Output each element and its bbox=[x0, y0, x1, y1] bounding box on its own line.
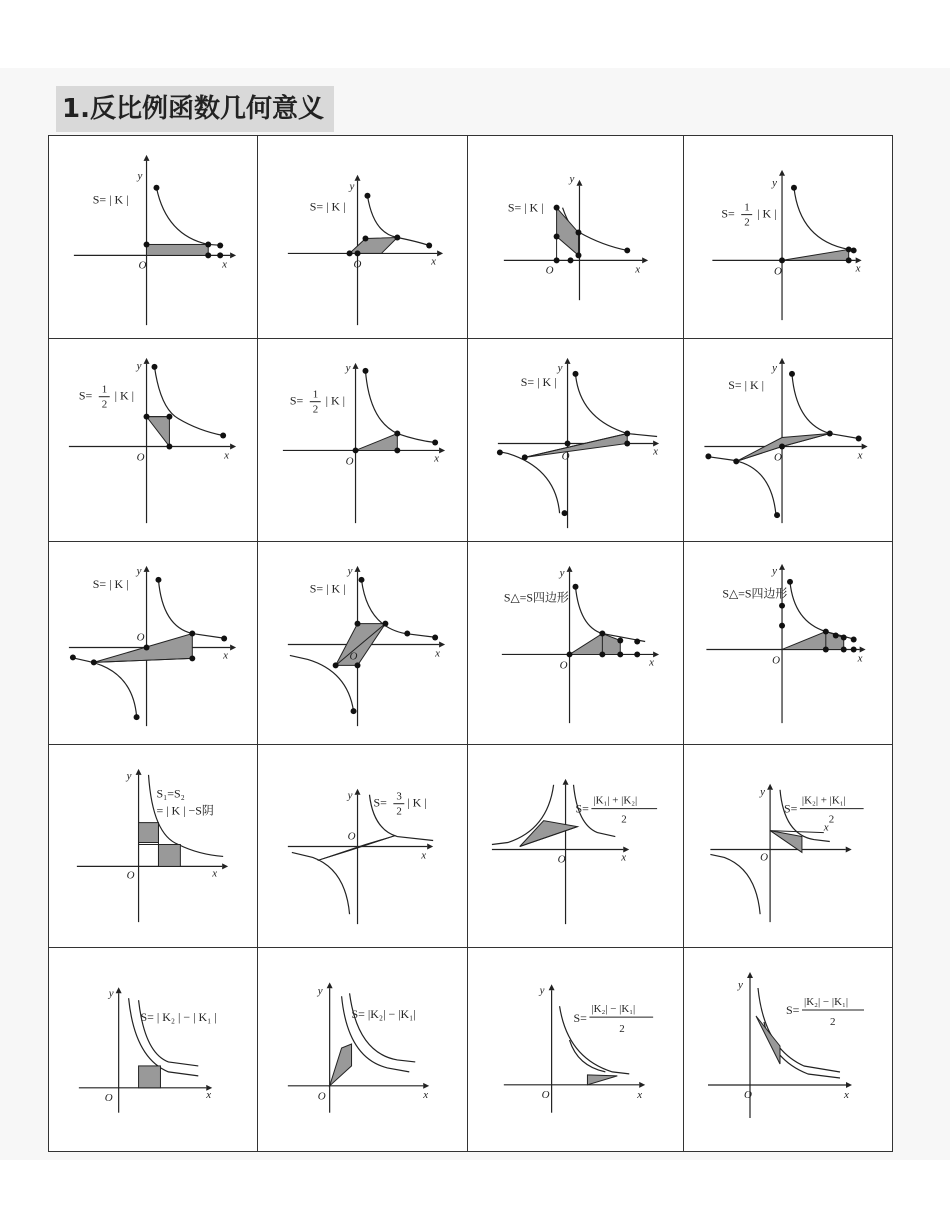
x-axis-label: x bbox=[212, 867, 218, 880]
area-formula: S= | K | bbox=[309, 199, 346, 214]
figure-cell-14 bbox=[258, 745, 468, 948]
origin-label: O bbox=[559, 659, 568, 672]
x-axis-label: x bbox=[621, 851, 627, 864]
figure-cell-4 bbox=[684, 136, 892, 339]
y-axis-label: y bbox=[557, 361, 563, 374]
y-axis-label: y bbox=[136, 564, 142, 577]
fraction-denominator: 2 bbox=[828, 813, 835, 826]
x-axis-label: x bbox=[223, 649, 229, 662]
x-axis-label: x bbox=[653, 445, 658, 458]
fraction-numerator: |K₁| + |K₂| bbox=[593, 794, 638, 807]
area-formula-line1: S₁=S₂ bbox=[156, 786, 185, 801]
origin-label: O bbox=[138, 259, 147, 272]
area-formula-prefix: S= bbox=[575, 801, 589, 816]
fraction-numerator: |K₂| − |K₁| bbox=[804, 996, 849, 1008]
y-axis-label: y bbox=[772, 361, 777, 374]
figure-cell-13 bbox=[49, 745, 258, 948]
figure-cell-2 bbox=[258, 136, 468, 339]
fraction-numerator: 1 bbox=[744, 201, 750, 214]
area-formula: S= | K | bbox=[728, 377, 765, 392]
area-formula: S△=S四边形 bbox=[722, 586, 788, 601]
fraction-denominator: 2 bbox=[621, 813, 627, 826]
origin-label: O bbox=[136, 451, 145, 464]
area-formula: S= | K | bbox=[309, 581, 346, 596]
area-formula-suffix: | K | bbox=[757, 206, 777, 221]
x-axis-label: x bbox=[823, 821, 829, 834]
x-axis-label: x bbox=[857, 652, 863, 665]
area-formula-prefix: S= bbox=[573, 1011, 587, 1026]
figure-cell-20 bbox=[684, 948, 892, 1151]
figure-cell-17 bbox=[49, 948, 258, 1151]
figure-cell-8 bbox=[684, 339, 892, 542]
y-axis-label: y bbox=[772, 176, 777, 189]
fraction-denominator: 2 bbox=[396, 805, 402, 818]
y-axis-label: y bbox=[539, 984, 545, 997]
x-axis-label: x bbox=[844, 1089, 849, 1101]
area-formula: S= |K₂| − |K₁| bbox=[351, 1007, 416, 1022]
y-axis-label: y bbox=[772, 564, 777, 577]
origin-label: O bbox=[345, 455, 354, 468]
y-axis-label: y bbox=[760, 785, 765, 798]
origin-label: O bbox=[744, 1089, 752, 1101]
y-axis-label: y bbox=[569, 172, 575, 185]
y-axis-label: y bbox=[347, 564, 353, 577]
area-formula-line2: = | K | −S阴 bbox=[156, 803, 214, 818]
y-axis-label: y bbox=[137, 169, 143, 182]
x-axis-label: x bbox=[649, 656, 654, 669]
origin-label: O bbox=[126, 869, 135, 882]
fraction-numerator: |K₂| + |K₁| bbox=[801, 794, 846, 807]
area-formula-prefix: S= bbox=[721, 206, 735, 221]
fraction-denominator: 2 bbox=[744, 216, 750, 229]
area-formula-prefix: S= bbox=[373, 795, 387, 810]
area-formula-suffix: | K | bbox=[407, 795, 427, 810]
figure-cell-16 bbox=[684, 745, 892, 948]
x-axis-label: x bbox=[423, 1088, 429, 1101]
x-axis-label: x bbox=[431, 255, 437, 268]
x-axis-label: x bbox=[224, 449, 230, 462]
y-axis-label: y bbox=[347, 789, 353, 802]
origin-label: O bbox=[772, 654, 780, 667]
origin-label: O bbox=[557, 853, 566, 866]
area-formula: S= | K₂ | − | K₁ | bbox=[140, 1010, 217, 1025]
y-axis-label: y bbox=[345, 361, 351, 374]
x-axis-label: x bbox=[637, 1088, 643, 1101]
origin-label: O bbox=[774, 265, 782, 278]
figure-cell-7 bbox=[468, 339, 684, 542]
origin-label: O bbox=[136, 631, 145, 644]
area-formula-prefix: S= bbox=[784, 801, 798, 816]
area-formula-suffix: | K | bbox=[114, 388, 135, 403]
origin-label: O bbox=[347, 830, 356, 843]
area-formula: S= | K | bbox=[92, 192, 129, 207]
x-axis-label: x bbox=[855, 262, 861, 275]
y-axis-label: y bbox=[126, 769, 132, 782]
x-axis-label: x bbox=[435, 647, 440, 660]
fraction-numerator: 1 bbox=[312, 388, 319, 401]
y-axis-label: y bbox=[136, 359, 142, 372]
area-formula-prefix: S= bbox=[786, 1003, 800, 1017]
area-formula: S= | K | bbox=[520, 374, 557, 389]
figure-cell-11 bbox=[468, 542, 684, 745]
x-axis-label: x bbox=[857, 449, 863, 462]
x-axis-label: x bbox=[222, 258, 228, 271]
fraction-numerator: 1 bbox=[101, 383, 108, 396]
figure-cell-10 bbox=[258, 542, 468, 745]
figure-cell-1 bbox=[49, 136, 258, 339]
fraction-numerator: 3 bbox=[396, 790, 402, 803]
figure-cell-3 bbox=[468, 136, 684, 339]
area-formula: S= | K | bbox=[92, 576, 129, 591]
x-axis-label: x bbox=[635, 263, 641, 276]
figure-cell-19 bbox=[468, 948, 684, 1151]
area-formula-suffix: | K | bbox=[325, 393, 346, 408]
area-formula: S△=S四边形 bbox=[503, 590, 569, 605]
figure-cell-18 bbox=[258, 948, 468, 1151]
y-axis-label: y bbox=[559, 566, 565, 579]
origin-label: O bbox=[774, 451, 782, 464]
fraction-denominator: 2 bbox=[101, 398, 108, 411]
origin-label: O bbox=[104, 1091, 113, 1104]
y-axis-label: y bbox=[317, 985, 323, 998]
figure-cell-12 bbox=[684, 542, 892, 745]
origin-label: O bbox=[541, 1088, 550, 1101]
x-axis-label: x bbox=[206, 1088, 212, 1101]
x-axis-label: x bbox=[421, 849, 427, 862]
figure-cell-5 bbox=[49, 339, 258, 542]
fraction-numerator: |K₂| − |K₁| bbox=[591, 1003, 636, 1016]
origin-label: O bbox=[317, 1090, 326, 1103]
origin-label: O bbox=[349, 650, 358, 663]
area-formula-prefix: S= bbox=[289, 393, 304, 408]
area-formula: S= | K | bbox=[507, 200, 544, 215]
origin-label: O bbox=[760, 851, 769, 864]
figure-cell-9 bbox=[49, 542, 258, 745]
area-formula-prefix: S= bbox=[78, 388, 93, 403]
origin-label: O bbox=[545, 264, 554, 277]
figure-grid bbox=[48, 135, 893, 1152]
origin-label: O bbox=[561, 450, 570, 463]
fraction-denominator: 2 bbox=[830, 1016, 836, 1028]
figure-cell-6 bbox=[258, 339, 468, 542]
x-axis-label: x bbox=[434, 452, 440, 465]
y-axis-label: y bbox=[738, 979, 743, 991]
origin-label: O bbox=[353, 258, 362, 271]
figure-cell-15 bbox=[468, 745, 684, 948]
page-title: 1.反比例函数几何意义 bbox=[56, 86, 334, 132]
y-axis-label: y bbox=[108, 987, 114, 1000]
y-axis-label: y bbox=[349, 180, 355, 193]
fraction-denominator: 2 bbox=[312, 403, 319, 416]
fraction-denominator: 2 bbox=[619, 1023, 625, 1036]
